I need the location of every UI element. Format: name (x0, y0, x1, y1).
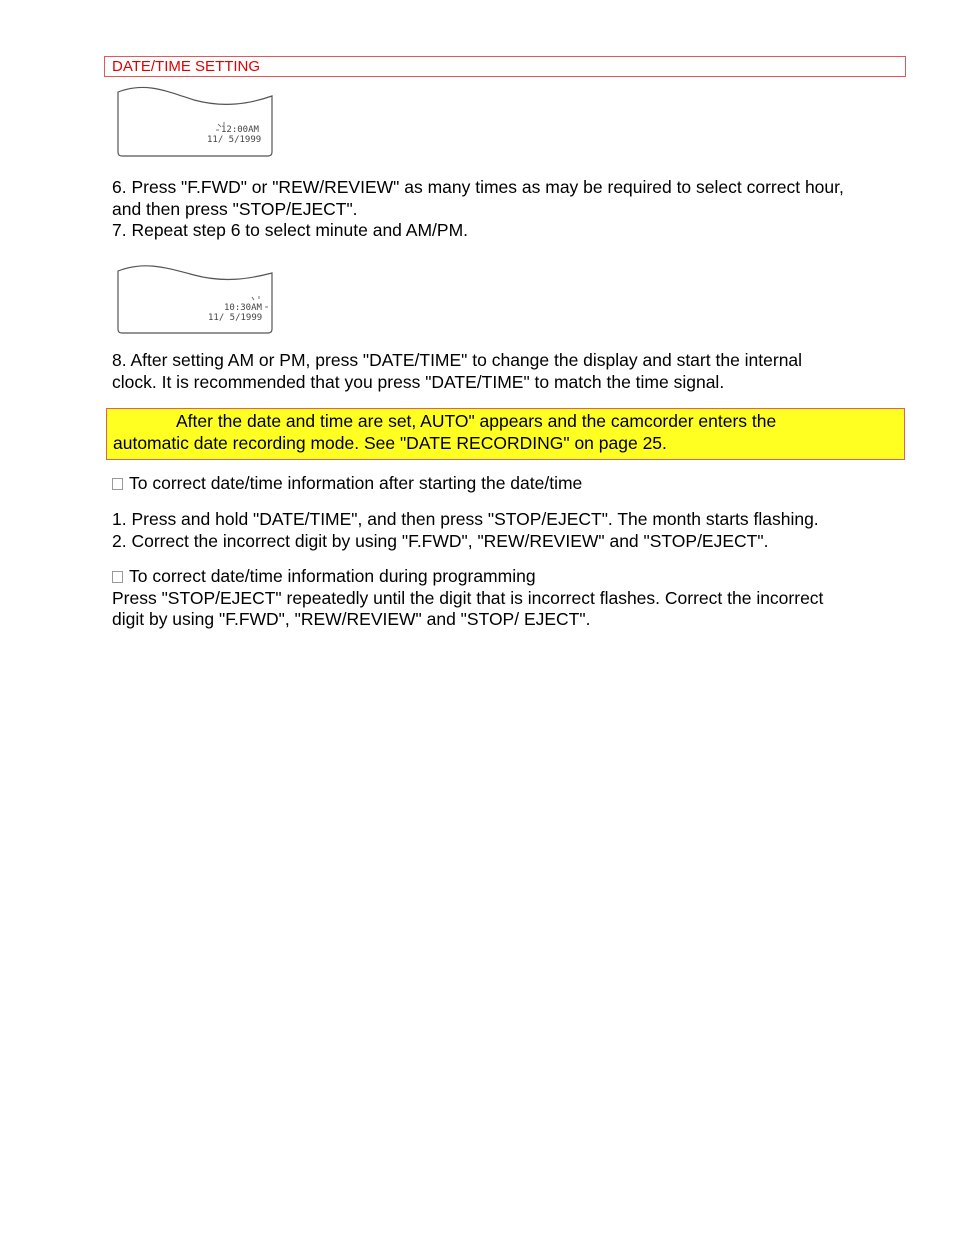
text-line: digit by using "F.FWD", "REW/REVIEW" and "STOP/ EJECT". (112, 609, 591, 629)
text-line: 7. Repeat step 6 to select minute and AM/PM. (112, 220, 469, 240)
section-1-steps (112, 509, 912, 552)
section-heading-text: To correct date/time information during programming (129, 566, 536, 586)
checkbox-bullet-icon (112, 478, 123, 490)
section-heading (112, 566, 912, 588)
lcd-display-illustration (114, 263, 276, 337)
text-line: 8. After setting AM or PM, press "DATE/TIME" to change the display and start the internal (112, 350, 803, 370)
text-line: 1. Press and hold "DATE/TIME", and then press "STOP/EJECT". The month starts flashing. (112, 509, 819, 529)
section-heading-text: To correct date/time information after starting the date/time (129, 473, 583, 493)
section-heading (112, 473, 912, 495)
steps-6-7 (112, 177, 912, 242)
section-2 (112, 566, 912, 631)
text-line: 6. Press "F.FWD" or "REW/REVIEW" as many times as may be required to select correct hour, (112, 177, 844, 197)
section-title: DATE/TIME SETTING (112, 58, 270, 75)
lcd-date: 11/ 5/1999 (207, 135, 262, 145)
checkbox-bullet-icon (112, 571, 123, 583)
text-line: Press "STOP/EJECT" repeatedly until the digit that is incorrect flashes. Correct the incorrect (112, 587, 824, 608)
text-line: clock. It is recommended that you press "DATE/TIME" to match the time signal. (112, 371, 725, 392)
lcd-time: 10:30AM (224, 303, 262, 313)
lcd-time: 12:00AM (221, 125, 259, 135)
text-line: and then press "STOP/EJECT". (112, 198, 358, 219)
lcd-date: 11/ 5/1999 (208, 313, 263, 323)
note-box (106, 408, 905, 460)
step-8 (112, 350, 912, 393)
note-line: automatic date recording mode. See "DATE RECORDING" on page 25. (113, 432, 667, 453)
lcd-display-illustration (114, 86, 276, 160)
text-line: 2. Correct the incorrect digit by using "F.FWD", "REW/REVIEW" and "STOP/EJECT". (112, 530, 769, 551)
note-line: After the date and time are set, AUTO" appears and the camcorder enters the (176, 411, 777, 431)
